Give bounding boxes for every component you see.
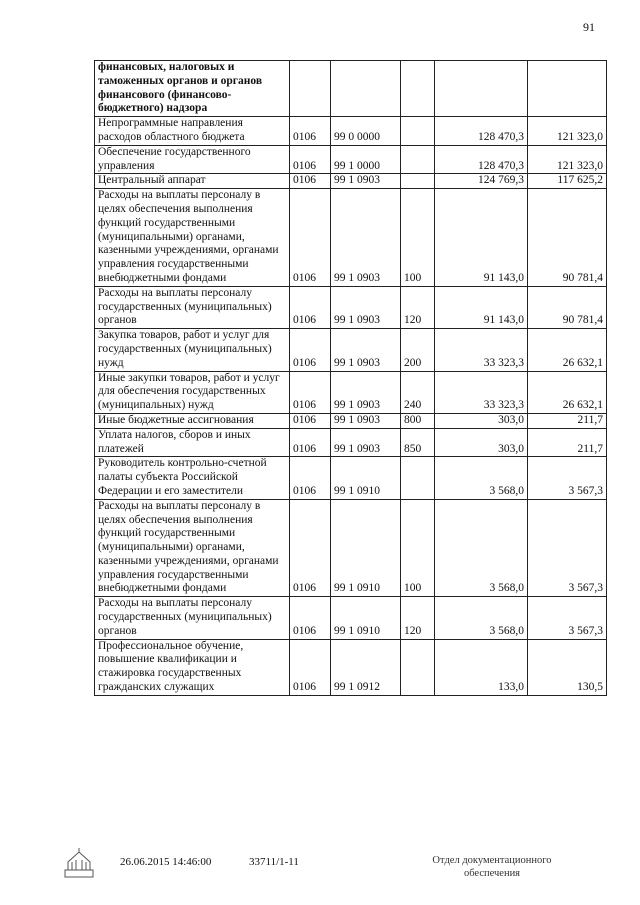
row-target-article-cell: 99 1 0903	[331, 174, 401, 189]
row-planned-amount-cell: 33 323,3	[435, 329, 528, 371]
row-expense-type-cell: 800	[401, 413, 435, 428]
row-planned-amount-cell: 91 143,0	[435, 286, 528, 328]
row-expense-type-cell	[401, 61, 435, 117]
table-row	[95, 189, 607, 287]
row-name-cell: Центральный аппарат	[95, 174, 290, 189]
footer-doc-number: 33711/1-11	[249, 856, 299, 868]
row-expense-type-cell: 120	[401, 286, 435, 328]
row-target-article-cell: 99 1 0000	[331, 145, 401, 174]
table-row	[95, 499, 607, 597]
row-executed-amount-cell: 117 625,2	[528, 174, 607, 189]
row-target-article-cell: 99 1 0903	[331, 413, 401, 428]
row-planned-amount-cell	[435, 61, 528, 117]
row-target-article-cell: 99 0 0000	[331, 117, 401, 146]
table-row	[95, 639, 607, 695]
row-planned-amount-cell: 128 470,3	[435, 145, 528, 174]
table-row	[95, 597, 607, 639]
row-target-article-cell	[331, 61, 401, 117]
row-executed-amount-cell: 121 323,0	[528, 117, 607, 146]
row-executed-amount-cell: 3 567,3	[528, 457, 607, 499]
row-name-cell: Расходы на выплаты персоналу в целях обеспечения выполнения функций государственными (муниципальными) органами, казенными учреждениями, органами управления государственными внебюджетными фондами	[95, 189, 290, 287]
row-section-cell: 0106	[290, 639, 331, 695]
row-executed-amount-cell: 211,7	[528, 428, 607, 457]
table-row	[95, 371, 607, 413]
row-planned-amount-cell: 128 470,3	[435, 117, 528, 146]
row-target-article-cell: 99 1 0903	[331, 286, 401, 328]
row-planned-amount-cell: 133,0	[435, 639, 528, 695]
page-number: 91	[583, 20, 595, 34]
table-row	[95, 174, 607, 189]
table-row	[95, 428, 607, 457]
row-name-cell: Расходы на выплаты персоналу в целях обеспечения выполнения функций государственными (муниципальными) органами, казенными учреждениями, органами управления государственными внебюджетными фондами	[95, 499, 290, 597]
row-section-cell: 0106	[290, 145, 331, 174]
row-planned-amount-cell: 33 323,3	[435, 371, 528, 413]
row-expense-type-cell: 850	[401, 428, 435, 457]
row-planned-amount-cell: 303,0	[435, 413, 528, 428]
row-section-cell: 0106	[290, 371, 331, 413]
row-name-cell: финансовых, налоговых и таможенных органов и органов финансового (финансово-бюджетного) надзора	[95, 61, 290, 117]
row-expense-type-cell: 100	[401, 189, 435, 287]
row-name-cell: Иные бюджетные ассигнования	[95, 413, 290, 428]
row-executed-amount-cell	[528, 61, 607, 117]
row-expense-type-cell	[401, 117, 435, 146]
row-name-cell: Уплата налогов, сборов и иных платежей	[95, 428, 290, 457]
row-section-cell: 0106	[290, 499, 331, 597]
row-name-cell: Расходы на выплаты персоналу государственных (муниципальных) органов	[95, 286, 290, 328]
row-executed-amount-cell: 90 781,4	[528, 189, 607, 287]
row-target-article-cell: 99 1 0903	[331, 371, 401, 413]
row-target-article-cell: 99 1 0910	[331, 597, 401, 639]
row-name-cell: Профессиональное обучение, повышение квалификации и стажировка государственных гражданских служащих	[95, 639, 290, 695]
row-planned-amount-cell: 3 568,0	[435, 597, 528, 639]
budget-table	[94, 60, 607, 696]
row-planned-amount-cell: 3 568,0	[435, 499, 528, 597]
row-section-cell: 0106	[290, 329, 331, 371]
row-section-cell: 0106	[290, 286, 331, 328]
row-expense-type-cell: 200	[401, 329, 435, 371]
row-section-cell: 0106	[290, 189, 331, 287]
row-section-cell: 0106	[290, 597, 331, 639]
row-target-article-cell: 99 1 0903	[331, 329, 401, 371]
table-row	[95, 286, 607, 328]
row-target-article-cell: 99 1 0903	[331, 428, 401, 457]
row-executed-amount-cell: 26 632,1	[528, 329, 607, 371]
row-executed-amount-cell: 3 567,3	[528, 499, 607, 597]
budget-table-body	[95, 61, 607, 696]
row-executed-amount-cell: 211,7	[528, 413, 607, 428]
row-expense-type-cell	[401, 639, 435, 695]
footer-department-line1: Отдел документационного	[432, 855, 552, 866]
footer-department-line2: обеспечения	[463, 868, 521, 879]
row-expense-type-cell	[401, 457, 435, 499]
table-row	[95, 413, 607, 428]
footer-datetime: 26.06.2015 14:46:00	[120, 856, 212, 868]
table-row	[95, 61, 607, 117]
row-expense-type-cell: 120	[401, 597, 435, 639]
row-executed-amount-cell: 26 632,1	[528, 371, 607, 413]
row-name-cell: Расходы на выплаты персоналу государственных (муниципальных) органов	[95, 597, 290, 639]
row-target-article-cell: 99 1 0912	[331, 639, 401, 695]
emblem-logo	[62, 846, 96, 880]
row-section-cell: 0106	[290, 413, 331, 428]
table-row	[95, 117, 607, 146]
row-section-cell: 0106	[290, 117, 331, 146]
row-executed-amount-cell: 3 567,3	[528, 597, 607, 639]
row-expense-type-cell: 240	[401, 371, 435, 413]
row-section-cell: 0106	[290, 457, 331, 499]
row-planned-amount-cell: 91 143,0	[435, 189, 528, 287]
row-target-article-cell: 99 1 0903	[331, 189, 401, 287]
row-name-cell: Обеспечение государственного управления	[95, 145, 290, 174]
row-planned-amount-cell: 303,0	[435, 428, 528, 457]
row-name-cell: Закупка товаров, работ и услуг для государственных (муниципальных) нужд	[95, 329, 290, 371]
row-section-cell: 0106	[290, 174, 331, 189]
row-section-cell: 0106	[290, 428, 331, 457]
table-row	[95, 145, 607, 174]
row-target-article-cell: 99 1 0910	[331, 499, 401, 597]
row-name-cell: Иные закупки товаров, работ и услуг для обеспечения государственных (муниципальных) нужд	[95, 371, 290, 413]
table-row	[95, 329, 607, 371]
row-expense-type-cell	[401, 145, 435, 174]
row-executed-amount-cell: 90 781,4	[528, 286, 607, 328]
row-expense-type-cell	[401, 174, 435, 189]
row-executed-amount-cell: 121 323,0	[528, 145, 607, 174]
footer-department	[422, 854, 562, 880]
row-target-article-cell: 99 1 0910	[331, 457, 401, 499]
row-name-cell: Руководитель контрольно-счетной палаты субъекта Российской Федерации и его заместители	[95, 457, 290, 499]
row-planned-amount-cell: 124 769,3	[435, 174, 528, 189]
row-name-cell: Непрограммные направления расходов областного бюджета	[95, 117, 290, 146]
table-row	[95, 457, 607, 499]
row-section-cell	[290, 61, 331, 117]
row-executed-amount-cell: 130,5	[528, 639, 607, 695]
row-expense-type-cell: 100	[401, 499, 435, 597]
row-planned-amount-cell: 3 568,0	[435, 457, 528, 499]
